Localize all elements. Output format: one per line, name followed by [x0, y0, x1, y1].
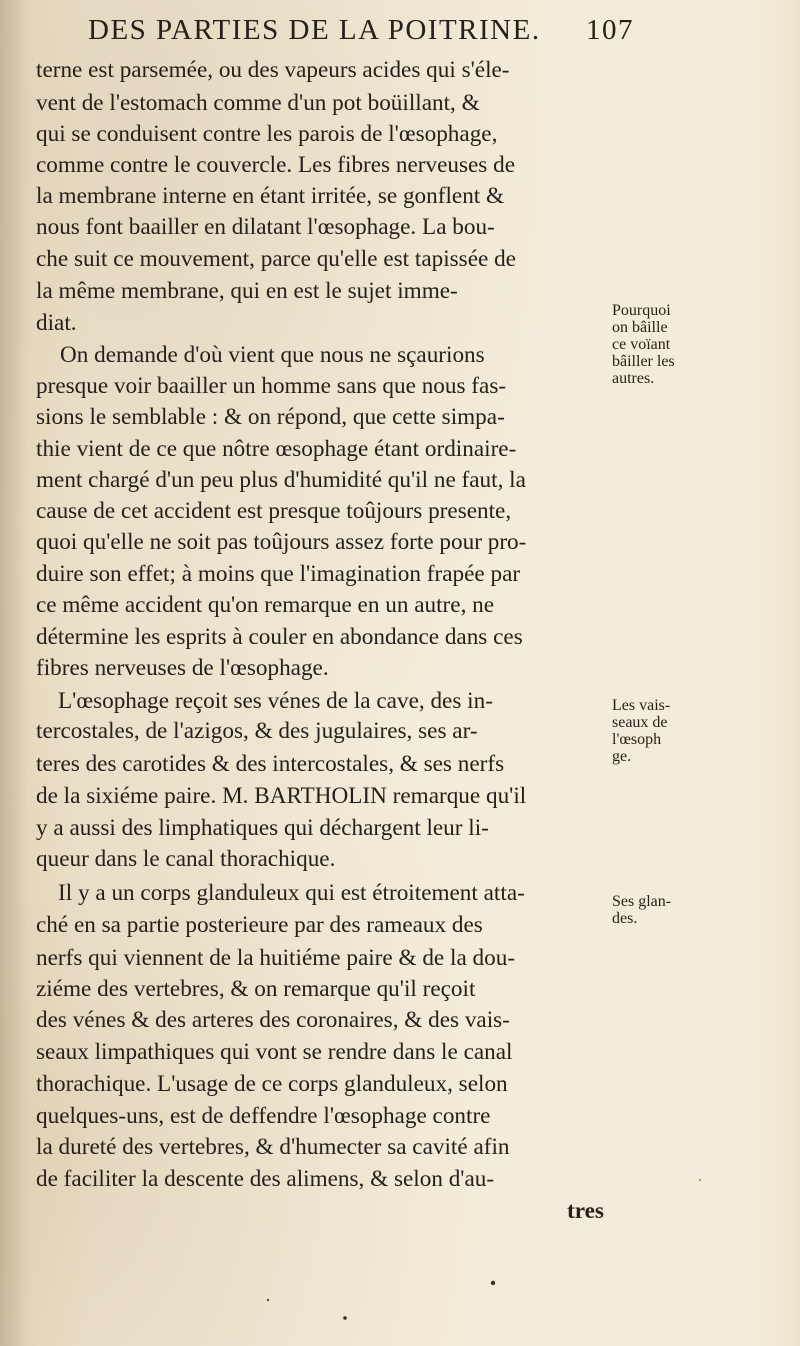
- ink-speck: [267, 1299, 269, 1301]
- text-line: tercostales, de l'azigos, & des jugulaires, ses ar-: [36, 718, 478, 744]
- margin-note-line: bâiller les: [612, 353, 675, 370]
- margin-note-vaisseaux: [612, 697, 792, 765]
- text-line: ment chargé d'un peu plus d'humidité qu'il ne faut, la: [36, 467, 526, 493]
- text-line: seaux limpathiques qui vont se rendre dans le canal: [36, 1039, 513, 1065]
- text-line: la même membrane, qui en est le sujet imme-: [36, 278, 458, 304]
- text-line: vent de l'estomach comme d'un pot boüillant, &: [36, 90, 480, 116]
- text-line: presque voir baailler un homme sans que nous fas-: [36, 373, 507, 399]
- margin-note-line: ge.: [612, 748, 632, 765]
- margin-note-line: ce voïant: [612, 336, 671, 353]
- margin-note-baille: [612, 302, 792, 387]
- page-number: 107: [586, 14, 634, 46]
- text-line: quelques-uns, est de deffendre l'œsophage contre: [36, 1103, 491, 1129]
- margin-note-line: Les vais-: [612, 697, 671, 714]
- text-line: des vénes & des arteres des coronaires, & des vais-: [36, 1007, 510, 1033]
- text-line: thorachique. L'usage de ce corps glanduleux, selon: [36, 1071, 508, 1097]
- text-line: sions le semblable : & on répond, que cette simpa-: [36, 404, 505, 430]
- text-line: nerfs qui viennent de la huitiéme paire & de la dou-: [36, 945, 516, 971]
- text-line: che suit ce mouvement, parce qu'elle est tapissée de: [36, 246, 516, 272]
- binding-shadow: [0, 0, 28, 1346]
- text-line: de la sixiéme paire. M. BARTHOLIN remarque qu'il: [36, 783, 527, 809]
- text-line: ché en sa partie posterieure par des rameaux des: [36, 912, 483, 938]
- text-line: nous font baailler en dilatant l'œsophage. La bou-: [36, 214, 495, 240]
- text-line: la membrane interne en étant irritée, se gonflent &: [36, 183, 505, 209]
- catchword: tres: [567, 1198, 604, 1224]
- text-line: L'œsophage reçoit ses vénes de la cave, des in-: [58, 688, 493, 714]
- margin-note-line: seaux de: [612, 714, 668, 731]
- text-line: de faciliter la descente des alimens, & selon d'au-: [36, 1166, 495, 1192]
- text-line: ziéme des vertebres, & on remarque qu'il reçoit: [36, 976, 476, 1002]
- margin-note-line: des.: [612, 910, 638, 927]
- running-header: [88, 12, 634, 62]
- text-line: ce même accident qu'on remarque en un autre, ne: [36, 592, 495, 618]
- text-line: comme contre le couvercle. Les fibres nerveuses de: [36, 152, 515, 178]
- text-line: détermine les esprits à couler en abondance dans ces: [36, 624, 523, 650]
- text-line: fibres nerveuses de l'œsophage.: [36, 655, 329, 681]
- text-line: teres des carotides & des intercostales, & ses nerfs: [36, 751, 505, 777]
- margin-note-line: autres.: [612, 370, 655, 387]
- margin-note-line: l'œsoph: [612, 731, 662, 748]
- margin-note-line: Ses glan-: [612, 893, 672, 910]
- text-line: queur dans le canal thorachique.: [36, 846, 336, 872]
- text-line: Il y a un corps glanduleux qui est étroitement atta-: [58, 880, 525, 906]
- margin-note-line: on bâille: [612, 319, 668, 336]
- running-title: DES PARTIES DE LA POITRINE.: [88, 14, 541, 46]
- text-line: diat.: [36, 310, 77, 336]
- ink-speck: [343, 1316, 347, 1320]
- text-line: quoi qu'elle ne soit pas toûjours assez forte pour pro-: [36, 529, 527, 555]
- text-line: qui se conduisent contre les parois de l'œsophage,: [36, 121, 498, 147]
- text-line: thie vient de ce que nôtre œsophage étant ordinaire-: [36, 436, 517, 462]
- text-line: la dureté des vertebres, & d'humecter sa cavité afin: [36, 1134, 510, 1160]
- text-line: y a aussi des limphatiques qui déchargent leur li-: [36, 815, 489, 841]
- text-line: On demande d'où vient que nous ne sçaurions: [60, 342, 485, 368]
- text-line: cause de cet accident est presque toûjours presente,: [36, 498, 512, 524]
- ink-speck: [491, 1281, 495, 1285]
- margin-note-glandes: [612, 893, 792, 927]
- ink-speck: [699, 1179, 701, 1181]
- text-line: terne est parsemée, ou des vapeurs acides qui s'éle-: [36, 57, 510, 83]
- margin-note-line: Pourquoi: [612, 302, 671, 319]
- text-line: duire son effet; à moins que l'imagination frapée par: [36, 561, 521, 587]
